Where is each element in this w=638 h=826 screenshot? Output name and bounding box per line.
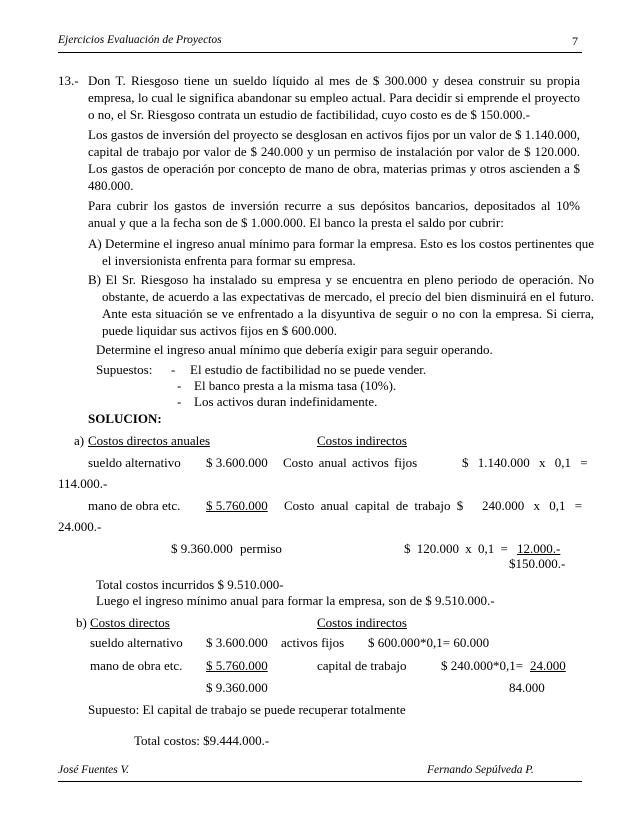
question-b-task: Determine el ingreso anual mínimo que debería exigir para seguir operando. <box>96 342 493 357</box>
part-a-row1-result: 114.000.- <box>58 476 108 491</box>
part-a-indirect-total: $150.000.- <box>509 556 566 571</box>
part-b-row2-indirect: capital de trabajo <box>317 658 407 673</box>
part-b-supuesto: Supuesto: El capital de trabajo se puede recuperar totalmente <box>88 702 406 717</box>
part-a-direct-heading: Costos directos anuales <box>88 433 211 448</box>
part-b-row1-value: $ 3.600.000 <box>206 635 268 650</box>
question-a: A) Determine el ingreso anual mínimo para formar la empresa. Esto es los costos pertinentes que el inversionista enfrenta para formar su empresa. <box>88 236 594 268</box>
solution-title: SOLUCION: <box>88 411 162 426</box>
part-a-permiso-label: permiso <box>240 541 282 556</box>
part-b-row1-name: sueldo alternativo <box>90 635 183 650</box>
part-b-label: b) <box>76 615 87 630</box>
part-a-total-line: Total costos incurridos $ 9.510.000- <box>96 577 284 592</box>
part-b-row2-calc: $ 240.000*0,1= <box>441 658 524 673</box>
part-b-indirect-heading: Costos indirectos <box>317 615 407 630</box>
page-number: 7 <box>572 34 578 48</box>
bullet-dash: - <box>177 394 182 409</box>
problem-number: 13.- <box>58 73 79 88</box>
part-a-row2-calc: 240.000 x 0,1 = <box>482 498 583 513</box>
part-a-row2-name: mano de obra etc. <box>88 498 181 513</box>
part-b-row2-name: mano de obra etc. <box>90 658 183 673</box>
part-a-row1-value: $ 3.600.000 <box>206 455 268 470</box>
problem-intro: Don T. Riesgoso tiene un sueldo líquido al mes de $ 300.000 y desea construir su propia empresa, lo cual le significa abandonar su empleo actual. Para decidir si emprende el proyecto o no, el Sr. Riesgoso contrata un estudio de factibilidad, cuyo costo es de $ 150.000.- <box>88 73 580 122</box>
part-a-row1-name: sueldo alternativo <box>88 455 181 470</box>
part-b-direct-heading: Costos directos <box>90 615 170 630</box>
part-a-indirect-heading: Costos indirectos <box>317 433 407 448</box>
part-b-row1-indirect: activos fijos <box>281 635 345 650</box>
problem-investment-paragraph: Los gastos de inversión del proyecto se desglosan en activos fijos por un valor de $ 1.140.000, capital de trabajo por valor de $ 240.000 y un permiso de instalación por valor de $ 120.000. Los gastos de operación por concepto de mano de obra, materias primas y otros ascienden a $ 480.000. <box>88 127 580 193</box>
part-b-total: Total costos: $9.444.000.- <box>134 733 270 748</box>
supuesto-item: Los activos duran indefinidamente. <box>194 394 378 409</box>
part-b-indirect-total: 84.000 <box>509 680 545 695</box>
problem-financing-paragraph: Para cubrir los gastos de inversión recurre a sus depósitos bancarios, depositados al 10% anual y que a la fecha son de $ 1.000.000. El banco la presta el saldo por cubrir: <box>88 198 580 230</box>
part-a-conclusion: Luego el ingreso mínimo anual para formar la empresa, son de $ 9.510.000.- <box>96 593 495 608</box>
bullet-dash: - <box>177 378 182 393</box>
header-rule <box>58 52 582 53</box>
footer-rule <box>58 781 582 782</box>
footer-author-left: José Fuentes V. <box>58 764 130 776</box>
question-b: B) El Sr. Riesgoso ha instalado su empresa y se encuentra en pleno periodo de operación. No obstante, de acuerdo a las expectativas de mercado, el precio del bien disminuirá en el futuro. Ante esta situación se ve enfrentado a la disyuntiva de seguir o no con la empresa. Si cierra, puede liquidar sus activos fijos en $ 600.000. <box>88 272 594 338</box>
part-b-row1-calc: $ 600.000*0,1= 60.000 <box>368 635 490 650</box>
part-a-row1-calc: $ 1.140.000 x 0,1 = <box>462 455 588 470</box>
part-a-row2-result: 24.000.- <box>58 519 102 534</box>
part-a-direct-total: $ 9.360.000 <box>171 541 233 556</box>
part-a-label: a) <box>74 433 85 448</box>
part-a-permiso-calc: $ 120.000 x 0,1 = <box>404 541 508 556</box>
supuesto-item: El estudio de factibilidad no se puede vender. <box>190 362 427 377</box>
part-a-row1-indirect: Costo anual activos fijos <box>283 455 418 470</box>
supuestos-label: Supuestos: <box>96 362 153 377</box>
supuesto-item: El banco presta a la misma tasa (10%). <box>194 378 397 393</box>
part-b-row2-result: 24.000 <box>530 658 566 673</box>
bullet-dash: - <box>171 362 176 377</box>
footer-author-right: Fernando Sepúlveda P. <box>427 764 534 776</box>
part-a-row2-indirect: Costo anual capital de trabajo $ <box>284 498 464 513</box>
part-a-permiso-result: 12.000.- <box>517 541 561 556</box>
part-b-row2-value: $ 5.760.000 <box>206 658 268 673</box>
part-a-row2-value: $ 5.760.000 <box>206 498 268 513</box>
part-b-direct-total: $ 9.360.000 <box>206 680 268 695</box>
running-header: Ejercicios Evaluación de Proyectos <box>58 34 222 46</box>
